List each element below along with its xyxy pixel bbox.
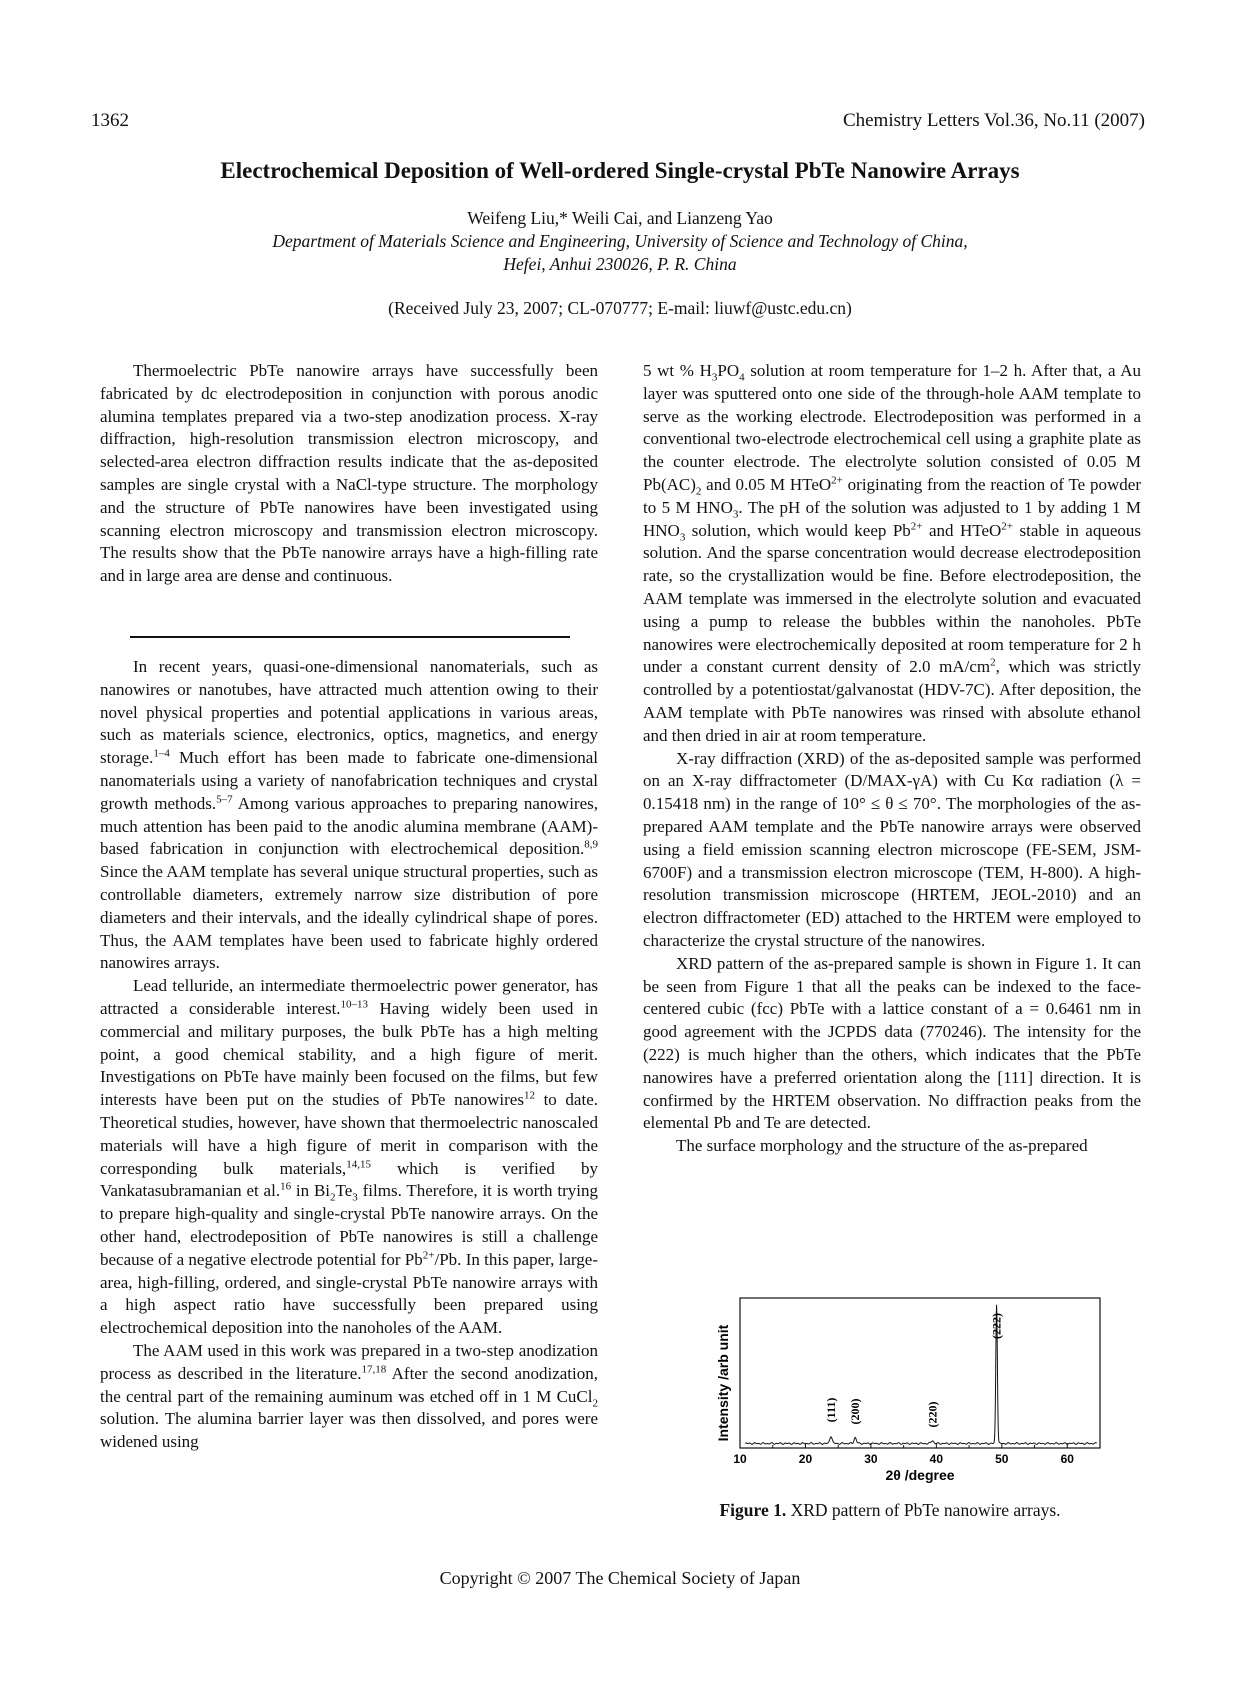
x-tick-label: 50 — [995, 1452, 1009, 1466]
body-paragraph-6: XRD pattern of the as-prepared sample is shown in Figure 1. It can be seen from Figure 1 that all the peaks can be indexed to the face-centered cubic (fcc) PbTe with a lattice constant of a = 0.6461 nm in good agreement with the JCPDS data (770246). The intensity for the (222) is much higher than the others, which indicates that the PbTe nanowires have a preferred orientation along the [111] direction. It is confirmed by the HRTEM observation. No diffraction peaks from the elemental Pb and Te are detected. — [643, 953, 1141, 1133]
body-paragraph-2: Lead telluride, an intermediate thermoelectric power generator, has attracted a considerable interest.$^{10-13}$ Having widely been used in commercial and military purposes, the bulk PbTe has a high melting point, a good chemical stability, and a high figure of merit. Investigations on PbTe have mainly been focused on the films, but few interests have been put on the studies of PbTe nanowires$^{12}$ to date. Theoretical studies, however, have shown that thermoelectric nanoscaled materials will have a high figure of merit in comparison with the corresponding bulk materials,$^{14,15}$ which is verified by Vankatasubramanian et al.$^{16}$ in $Bi_2Te_3$ films. Therefore, it is worth trying to prepare high-quality and single-crystal PbTe nanowire arrays. On the other hand, electrodeposition of PbTe nanowires is still a challenge because of a negative electrode potential for $Pb^{2+}/Pb$. In this paper, large-area, high-filling, ordered, and single-crystal PbTe nanowire arrays with a high aspect ratio have successfully been prepared using electrochemical deposition into the nanoholes of the AAM. — [100, 976, 598, 1338]
abstract-divider — [130, 636, 570, 638]
affiliation-line-1: Department of Materials Science and Engineering, University of Science and Technology of China, — [272, 231, 968, 251]
peak-label: (200) — [848, 1398, 863, 1425]
body-paragraph-5: X-ray diffraction (XRD) of the as-deposited sample was performed on an X-ray diffractometer (D/MAX-γA) with Cu Kα radiation (λ = 0.15418 nm) in the range of 10° ≤ θ ≤ 70°. The morphologies of the as-prepared AAM template and the PbTe nanowire arrays were observed using a field emission scanning electron microscope (FE-SEM, JSM-6700F) and a transmission electron microscope (TEM, H-800). A high-resolution transmission microscope (HRTEM, JEOL-2010) and an electron diffractometer (ED) attached to the HRTEM were employed to characterize the crystal structure of the nanowires. — [643, 748, 1141, 950]
affiliation-line-2: Hefei, Anhui 230026, P. R. China — [503, 254, 737, 274]
journal-header: Chemistry Letters Vol.36, No.11 (2007) — [842, 110, 1145, 131]
x-tick-label: 20 — [798, 1452, 813, 1466]
plot-frame — [740, 1298, 1100, 1448]
xrd-chart — [690, 1290, 1140, 1490]
peak-label: (111) — [823, 1397, 838, 1423]
peak-label: (222) — [989, 1313, 1004, 1339]
right-column — [643, 360, 1141, 1158]
x-tick-label: 60 — [1060, 1452, 1074, 1466]
caption-label: Figure 1. — [719, 1500, 787, 1520]
x-tick-label: 10 — [733, 1452, 747, 1466]
authors: Weifeng Liu,* Weili Cai, and Lianzeng Yao — [467, 208, 773, 228]
y-axis-label: Intensity /arb unit — [715, 1324, 731, 1442]
paper-title: Electrochemical Deposition of Well-ordered Single-crystal PbTe Nanowire Arrays — [220, 158, 1020, 183]
left-column — [100, 656, 598, 1454]
peak-label: (220) — [925, 1401, 940, 1428]
figure-caption — [640, 1500, 1140, 1521]
page-number: 1362 — [91, 110, 129, 131]
affiliation — [0, 230, 1240, 276]
x-axis-label: 2θ /degree — [885, 1467, 955, 1483]
caption-text: XRD pattern of PbTe nanowire arrays. — [786, 1500, 1061, 1520]
abstract — [100, 360, 598, 588]
x-tick-label: 40 — [929, 1452, 944, 1466]
x-tick-label: 30 — [864, 1452, 878, 1466]
body-paragraph-1: In recent years, quasi-one-dimensional nanomaterials, such as nanowires or nanotubes, have attracted much attention owing to their novel physical properties and potential applications in various areas, such as materials science, electronics, optics, magnetics, and energy storage.$^{1-4}$ Much effort has been made to fabricate one-dimensional nanomaterials using a variety of nanofabrication techniques and crystal growth methods.$^{5-7}$ Among various approaches to preparing nanowires, much attention has been paid to the anodic alumina membrane (AAM)-based fabrication in conjunction with electrochemical deposition.$^{8,9}$ Since the AAM template has several unique structural properties, such as controllable diameters, extremely narrow size distribution of pore diameters and their intervals, and the ideally cylindrical shape of pores. Thus, the AAM templates have been used to fabricate highly ordered nanowires arrays. — [100, 657, 598, 973]
received-line: (Received July 23, 2007; CL-070777; E-mail: liuwf@ustc.edu.cn) — [388, 298, 852, 318]
xrd-series-line — [745, 1305, 1096, 1445]
abstract-text: Thermoelectric PbTe nanowire arrays have successfully been fabricated by dc electrodeposition in conjunction with porous anodic alumina templates prepared via a two-step anodization process. X-ray diffraction, high-resolution transmission electron microscopy, and selected-area electron diffraction results indicate that the as-deposited samples are single crystal with a NaCl-type structure. The morphology and the structure of PbTe nanowires have been investigated using scanning electron microscopy and transmission electron microscopy. The results show that the PbTe nanowire arrays have a high-filling rate and in large area are dense and continuous. — [100, 361, 598, 586]
body-paragraph-7: The surface morphology and the structure of the as-prepared — [676, 1136, 1088, 1156]
copyright: Copyright © 2007 The Chemical Society of Japan — [439, 1568, 801, 1588]
body-paragraph-4: 5 wt % $H_3PO_4$ solution at room temperature for 1–2 h. After that, a Au layer was sputtered onto one side of the through-hole AAM template to serve as the working electrode. Electrodeposition was performed in a conventional two-electrode electrochemical cell using a graphite plate as the counter electrode. The electrolyte solution consisted of 0.05 M $Pb(AC)_2$ and 0.05 M HTeO$^{2+}$ originating from the reaction of Te powder to 5 M $HNO_3$. The pH of the solution was adjusted to 1 by adding 1 M $HNO_3$ solution, which would keep $Pb^{2+}$ and HTeO$^{2+}$ stable in aqueous solution. And the sparse concentration would decrease electrodeposition rate, so the crystallization would be fine. Before electrodeposition, the AAM template was immersed in the electrolyte solution and evacuated using a pump to release the bubbles within the nanoholes. PbTe nanowires were electrochemically deposited at room temperature for 2 h under a constant current density of 2.0 $mA/cm^2$, which was strictly controlled by a potentiostat/galvanostat (HDV-7C). After deposition, the AAM template with PbTe nanowires was rinsed with absolute ethanol and then dried in air at room temperature. — [643, 361, 1142, 745]
body-paragraph-3: The AAM used in this work was prepared in a two-step anodization process as described in the literature.$^{17,18}$ After the second anodization, the central part of the remaining auminum was etched off in 1 M CuCl$_2$ solution. The alumina barrier layer was then dissolved, and pores were widened using — [100, 1340, 599, 1452]
